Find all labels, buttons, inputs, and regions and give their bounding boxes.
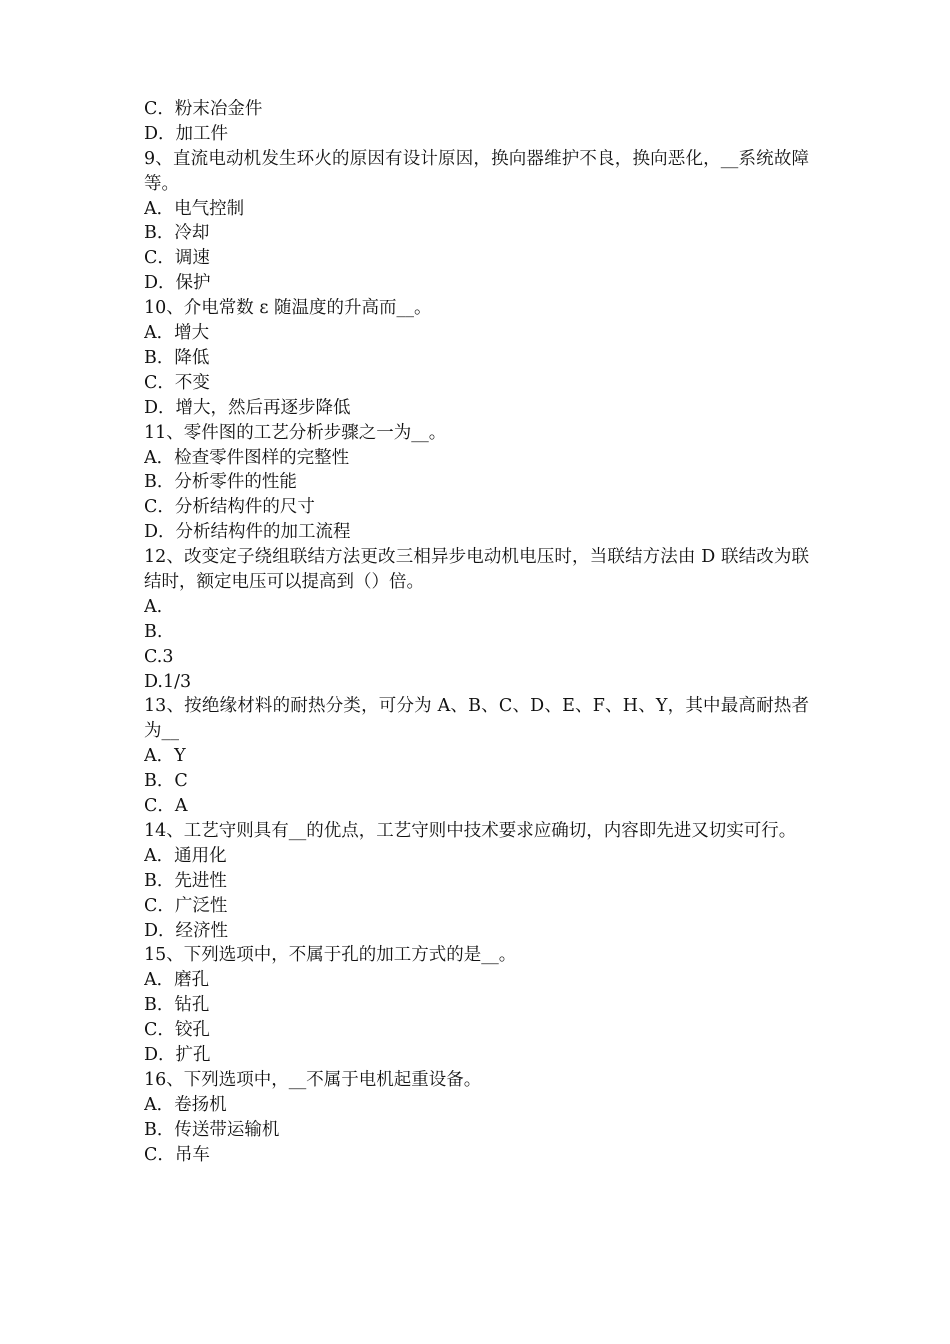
answer-option: B．先进性 <box>144 870 227 891</box>
answer-option: D．分析结构件的加工流程 <box>144 522 351 543</box>
answer-option: B. <box>144 621 163 642</box>
answer-option: B．钻孔 <box>144 995 210 1016</box>
question-stem: 12、改变定子绕组联结方法更改三相异步电动机电压时，当联结方法由 D 联结改为联结时，额定电压可以提高到（）倍。 <box>144 547 809 592</box>
answer-option: C．广泛性 <box>144 895 228 916</box>
answer-option: D．保护 <box>144 273 211 294</box>
question-stem: 10、介电常数 ε 随温度的升高而__。 <box>144 298 432 319</box>
question-stem: 11、零件图的工艺分析步骤之一为__。 <box>144 422 447 443</box>
answer-option: A．增大 <box>144 323 210 344</box>
answer-option: C．铰孔 <box>144 1020 210 1041</box>
answer-option: C．不变 <box>144 372 210 393</box>
answer-option: C．粉末冶金件 <box>144 99 263 119</box>
question-list <box>144 97 809 1167</box>
answer-option: B．分析零件的性能 <box>144 472 297 493</box>
answer-option: C.3 <box>144 646 174 667</box>
question-stem: 15、下列选项中，不属于孔的加工方式的是__。 <box>144 945 517 966</box>
answer-option: D．增大，然后再逐步降低 <box>144 397 351 418</box>
question-stem: 9、直流电动机发生环火的原因有设计原因，换向器维护不良，换向恶化，__系统故障等。 <box>144 148 809 194</box>
answer-option: C．吊车 <box>144 1144 210 1165</box>
answer-option: A．卷扬机 <box>144 1094 227 1115</box>
answer-option: D．经济性 <box>144 920 229 941</box>
answer-option: B．传送带运输机 <box>144 1119 280 1140</box>
answer-option: D．扩孔 <box>144 1045 211 1065</box>
question-stem: 16、下列选项中，__不属于电机起重设备。 <box>144 1069 482 1090</box>
answer-option: A．Y <box>144 746 186 767</box>
answer-option: C．分析结构件的尺寸 <box>144 497 315 518</box>
answer-option: C．A <box>144 796 188 817</box>
answer-option: B．C <box>144 771 188 792</box>
answer-option: D．加工件 <box>144 123 229 144</box>
answer-option: A．磨孔 <box>144 970 210 991</box>
answer-option: D.1/3 <box>144 671 192 692</box>
question-stem: 14、工艺守则具有__的优点，工艺守则中技术要求应确切，内容即先进又切实可行。 <box>144 820 797 841</box>
answer-option: A．检查零件图样的完整性 <box>144 447 350 468</box>
answer-option: A．通用化 <box>144 845 227 866</box>
answer-option: A．电气控制 <box>144 198 245 219</box>
question-stem: 13、按绝缘材料的耐热分类，可分为 A、B、C、D、E、F、H、Y，其中最高耐热者为__ <box>144 696 809 742</box>
answer-option: C．调速 <box>144 248 210 269</box>
answer-option: B．降低 <box>144 347 210 368</box>
answer-option: A. <box>144 596 163 617</box>
answer-option: B．冷却 <box>144 223 210 244</box>
